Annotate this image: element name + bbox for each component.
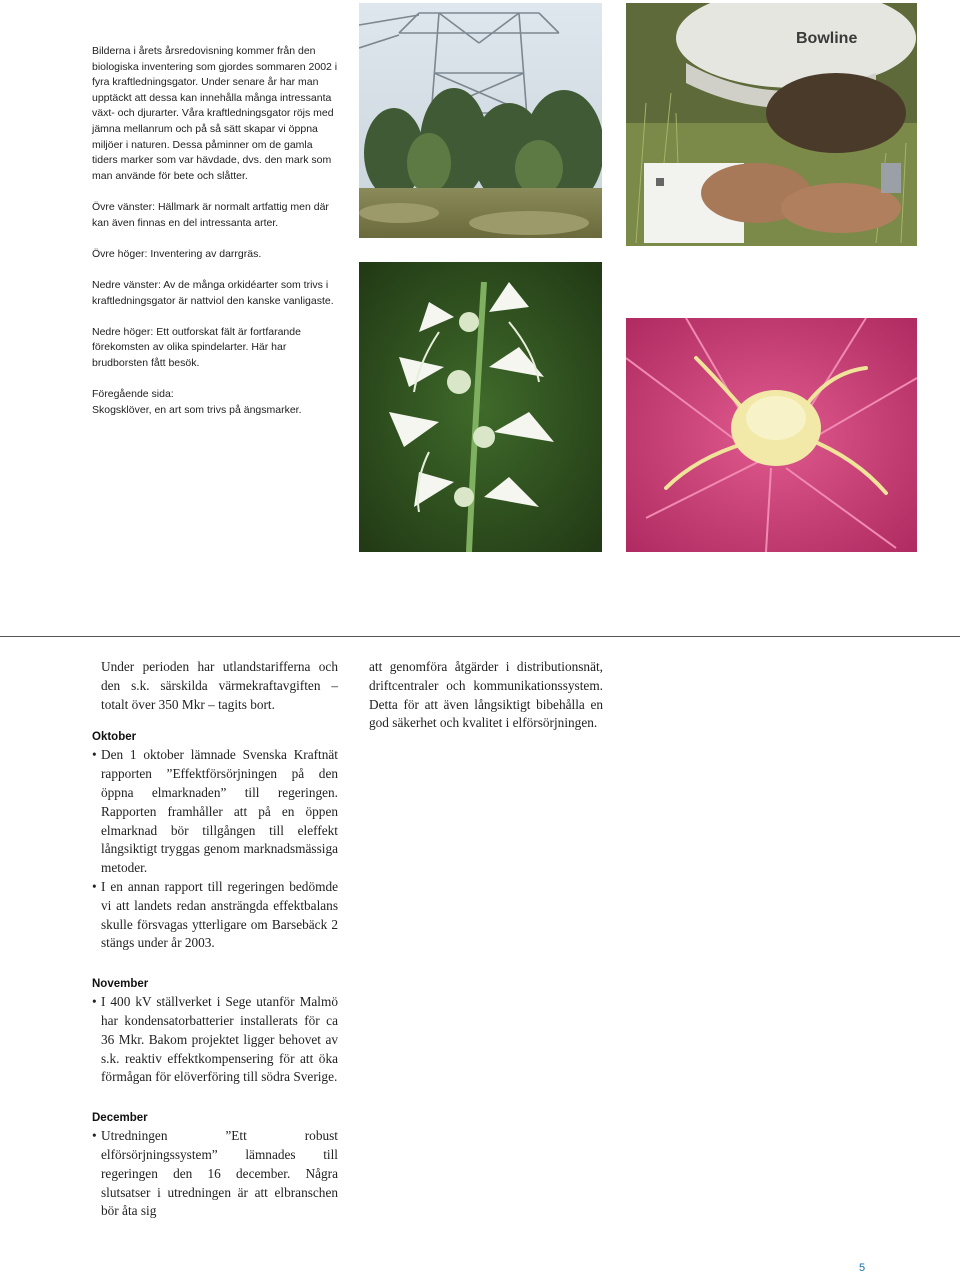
list-item: • I en annan rapport till regeringen bedömde vi att landets redan ansträngda effektbalans skulle försvagas ytterligare om Barsebäck 2 stängs under år 2003.: [92, 878, 338, 953]
october-list: [92, 746, 338, 953]
page-number: 5: [859, 1262, 866, 1274]
caption-previous-label: Föregående sida:: [92, 388, 174, 401]
power-line-image: [359, 3, 602, 238]
section-november-title: November: [92, 978, 149, 991]
list-item: • I 400 kV ställverket i Sege utanför Malmö har kondensatorbatterier installerats för ca 36 Mkr. Bakom projektet ligger behovet av s.k. reaktiv effektkompensering för att öka förmågan för elöverföring till södra Sverige.: [92, 993, 338, 1087]
caption-lower-left: Nedre vänster: Av de många orkidéarter som trivs i kraftledningsgator är nattviol den kanske vanligaste.: [92, 278, 334, 307]
caption-lower-right: Nedre höger: Ett outforskat fält är fortfarande förekomsten av olika spindelarter. Här har brudborsten fått besök.: [92, 325, 301, 369]
list-item: • Den 1 oktober lämnade Svenska Kraftnät rapporten ”Effektförsörjningen på den öppna elmarknaden” till regeringen. Rapporten framhåller att på en öppen elmarknad bör tillgången till eleffekt långsiktigt tryggas genom marknadsmässiga metoder.: [92, 746, 338, 878]
spider-photo: [626, 318, 917, 552]
intro-paragraph: Under perioden har utlandstarifferna och den s.k. särskilda värmekraftavgiften – totalt över 350 Mkr – tagits bort.: [101, 659, 338, 712]
december-list: [92, 1127, 338, 1221]
section-october-title: Oktober: [92, 731, 137, 744]
list-item: • Utredningen ”Ett robust elförsörjningssystem” lämnades till regeringen den 16 december. Några slutsatser i utredningen är att elbranschen bör åta sig: [92, 1127, 338, 1221]
inventory-image: [626, 3, 917, 246]
caption-previous-text: Skogsklöver, en art som trivs på ängsmarker.: [92, 403, 302, 416]
power-line-photo: [359, 3, 602, 238]
right-column-paragraph: att genomföra åtgärder i distributionsnät, driftcentraler och kommunikationssystem. Detta för att även långsiktigt bibehålla en god säkerhet och kvalitet i elförsörjningen.: [369, 659, 603, 731]
caption-upper-right: Övre höger: Inventering av darrgräs.: [92, 247, 262, 260]
november-list: [92, 993, 338, 1087]
inventory-photo: [626, 3, 917, 246]
caption-upper-left: Övre vänster: Hällmark är normalt artfattig men där kan även finnas en del intressanta arter.: [92, 200, 329, 229]
spider-image: [626, 318, 917, 552]
body-column-left: [92, 658, 338, 1221]
orchid-photo: [359, 262, 602, 552]
horizontal-rule: [0, 636, 960, 637]
orchid-image: [359, 262, 602, 552]
svg-text:Bowline: Bowline: [796, 30, 858, 47]
body-column-right: [369, 658, 603, 733]
section-december-title: December: [92, 1112, 148, 1125]
caption-previous: [92, 387, 340, 418]
caption-lead: Bilderna i årets årsredovisning kommer från den biologiska inventering som gjordes sommaren 2002 i fyra kraftledningsgator. Under senare år har man upptäckt att dessa kan innehålla många intressanta växt- och djurarter. Våra kraftledningsgator röjs med jämna mellanrum och på så sätt skapar vi öppna miljöer i naturen. Dessa påminner om de gamla tiders marker som var hävdade, dvs. den mark som man använde för bete och slåtter.: [92, 45, 338, 182]
caption-block: [92, 44, 340, 434]
